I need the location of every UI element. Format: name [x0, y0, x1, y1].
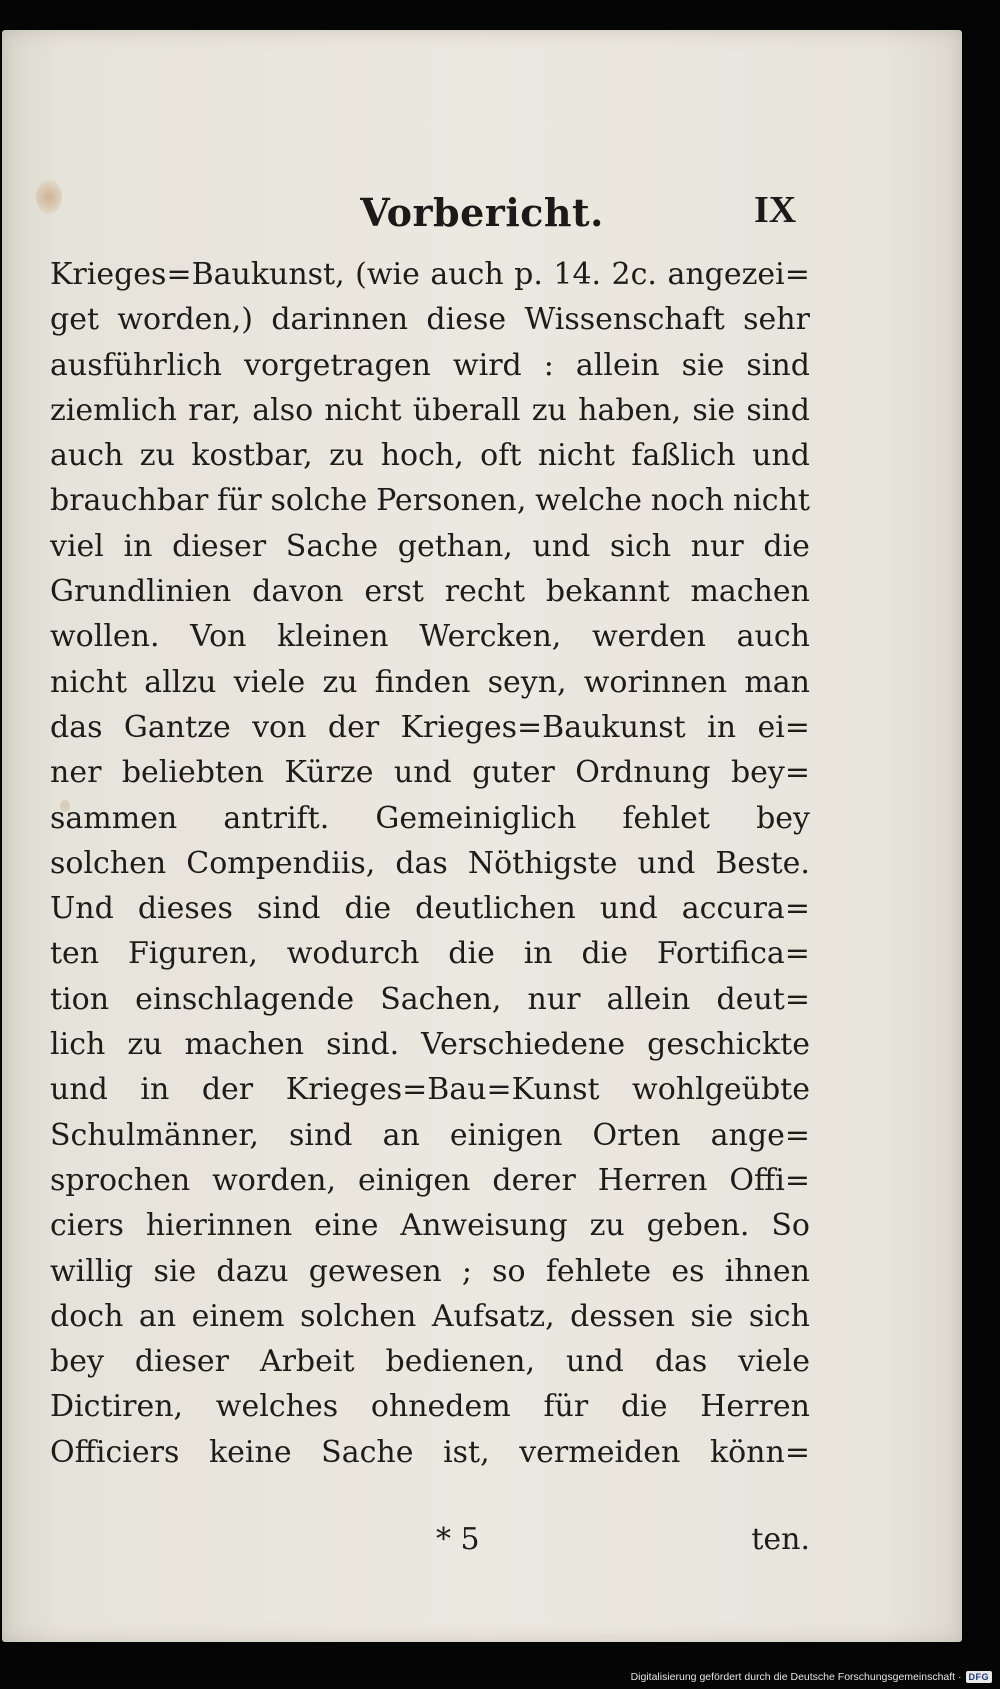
word: seyn, — [487, 664, 567, 700]
word: Personen, — [376, 483, 527, 519]
word: Krieges=Baukunst — [400, 709, 686, 745]
word: dessen — [570, 1298, 675, 1334]
word: derer — [492, 1162, 576, 1198]
word: Krieges=Bau=Kunst — [285, 1072, 600, 1108]
word: auch — [50, 438, 124, 474]
word: dieser — [172, 528, 267, 564]
word: geschickte — [647, 1027, 810, 1063]
word: solchen — [50, 845, 167, 881]
word: zu — [589, 1208, 625, 1244]
word: zu — [322, 664, 358, 700]
word: das — [395, 845, 448, 881]
word: wodurch — [286, 936, 420, 972]
text-line — [50, 1158, 810, 1203]
word: hierinnen — [145, 1208, 293, 1244]
word: nur — [527, 981, 581, 1017]
word: nicht — [50, 664, 128, 700]
word: sie — [153, 1253, 197, 1289]
word: allzu — [144, 664, 217, 700]
word: Aufsatz, — [431, 1298, 555, 1334]
word: zu — [329, 438, 365, 474]
word: Schulmänner, — [50, 1117, 259, 1153]
word: noch — [650, 483, 725, 519]
word: und — [393, 755, 452, 791]
word: p. — [514, 257, 543, 292]
word: sind — [288, 1117, 353, 1153]
word: das — [50, 709, 103, 745]
text-line — [50, 1339, 810, 1384]
word: sind — [746, 347, 810, 383]
word: allein — [606, 981, 691, 1017]
word: Orten — [592, 1117, 681, 1153]
word: antrift. — [223, 800, 330, 836]
word: Sachen, — [380, 981, 502, 1017]
word: Sache — [321, 1434, 414, 1470]
text-line — [50, 1294, 810, 1339]
word: 2c. — [611, 257, 657, 292]
word: rar, — [188, 392, 241, 428]
text-line — [50, 1203, 810, 1248]
word: wird — [452, 347, 522, 383]
word: gewesen — [308, 1253, 442, 1289]
word: recht — [444, 574, 526, 610]
word: dieser — [134, 1344, 229, 1380]
word: zu — [531, 392, 567, 428]
word: sich — [609, 528, 672, 564]
word: und — [50, 1072, 108, 1108]
text-line — [50, 569, 810, 614]
word: ten — [50, 936, 100, 972]
word: bey — [756, 800, 810, 836]
word: deutlichen — [415, 891, 576, 927]
word: Sache — [285, 528, 379, 564]
word: deut= — [716, 981, 810, 1017]
word: beliebten — [121, 755, 265, 791]
word: Ordnung — [575, 755, 711, 791]
word: viele — [738, 1344, 810, 1380]
word: es — [671, 1253, 705, 1289]
word: Fortifica= — [656, 936, 810, 972]
text-line — [50, 796, 810, 841]
word: kostbar, — [191, 438, 313, 474]
word: bey= — [730, 755, 810, 791]
word: angezei= — [667, 257, 810, 292]
word: lich — [50, 1027, 106, 1063]
word: sie — [692, 392, 736, 428]
word: Anweisung — [400, 1208, 568, 1244]
word: die — [581, 936, 629, 972]
word: Dictiren, — [50, 1389, 184, 1425]
text-line — [50, 1384, 810, 1429]
word: vermeiden — [519, 1434, 681, 1470]
word: ist, — [443, 1434, 490, 1470]
word: man — [744, 664, 810, 700]
word: fehlete — [545, 1253, 652, 1289]
word: Wercken, — [419, 619, 562, 655]
word: nicht — [732, 483, 810, 519]
word: sind — [746, 392, 810, 428]
word: accura= — [681, 891, 810, 927]
text-line — [50, 1113, 810, 1158]
word: worinnen — [583, 664, 728, 700]
word: ; — [461, 1253, 472, 1289]
word: an — [138, 1298, 177, 1334]
word: für — [543, 1389, 589, 1425]
word: sammen — [50, 800, 178, 836]
word: dieses — [137, 891, 233, 927]
word: also — [252, 392, 314, 428]
word: und — [752, 438, 810, 474]
word: Grundlinien — [50, 574, 232, 610]
word: welches — [215, 1389, 339, 1425]
word: haben, — [578, 392, 682, 428]
word: doch — [50, 1298, 124, 1334]
text-line — [50, 524, 810, 569]
word: Officiers — [50, 1434, 180, 1470]
text-line — [50, 931, 810, 976]
word: Und — [50, 891, 114, 927]
body-text — [50, 252, 810, 1475]
word: in — [707, 709, 737, 745]
text-line — [50, 1022, 810, 1067]
word: kleinen — [277, 619, 389, 655]
word: brauchbar — [50, 483, 209, 519]
word: die — [344, 891, 392, 927]
word: fehlet — [622, 800, 710, 836]
word: bedienen, — [385, 1344, 535, 1380]
word: so — [492, 1253, 526, 1289]
catchword: ten. — [751, 1522, 810, 1557]
word: sind. — [326, 1027, 400, 1063]
word: machen — [184, 1027, 305, 1063]
text-line — [50, 252, 810, 297]
word: ei= — [757, 709, 810, 745]
word: diese — [426, 302, 507, 338]
word: So — [771, 1208, 810, 1244]
digitization-credit — [631, 1671, 992, 1683]
word: nicht — [324, 392, 402, 428]
word: einigen — [449, 1117, 563, 1153]
word: Figuren, — [127, 936, 258, 972]
text-line — [50, 886, 810, 931]
word: die — [620, 1389, 668, 1425]
word: wohlgeübte — [632, 1072, 810, 1108]
word: Beste. — [715, 845, 810, 881]
word: Krieges=Baukunst, — [50, 257, 345, 292]
word: finden — [374, 664, 471, 700]
word: keine — [208, 1434, 292, 1470]
word: hoch, — [380, 438, 464, 474]
word: ohnedem — [370, 1389, 511, 1425]
word: allein — [575, 347, 660, 383]
text-line — [50, 343, 810, 388]
signature-mark: * 5 — [436, 1522, 480, 1557]
word: für — [217, 483, 262, 519]
book-page — [2, 30, 962, 1642]
word: die — [448, 936, 495, 972]
text-line — [50, 388, 810, 433]
word: in — [140, 1072, 170, 1108]
word: tion — [50, 981, 110, 1017]
word: get — [50, 302, 100, 338]
word: bey — [50, 1344, 104, 1380]
word: zu — [139, 438, 175, 474]
word: einem — [191, 1298, 285, 1334]
word: Gantze — [123, 709, 231, 745]
text-line — [50, 478, 810, 523]
word: eine — [314, 1208, 379, 1244]
word: viel — [50, 528, 104, 564]
word: Verschiedene — [421, 1027, 626, 1063]
word: Herren — [700, 1389, 810, 1425]
word: ausführlich — [50, 347, 223, 383]
word: von — [252, 709, 307, 745]
word: guter — [472, 755, 555, 791]
word: worden, — [212, 1162, 337, 1198]
word: 14. — [553, 257, 602, 292]
word: ner — [50, 755, 102, 791]
word: willig — [50, 1253, 134, 1289]
text-line — [50, 433, 810, 478]
word: in — [123, 528, 153, 564]
word: viele — [233, 664, 306, 700]
word: und — [599, 891, 658, 927]
word: das — [654, 1344, 708, 1380]
word: gethan, — [397, 528, 513, 564]
word: werden — [591, 619, 707, 655]
word: darinnen — [271, 302, 409, 338]
word: ziemlich — [50, 392, 177, 428]
word: überall — [412, 392, 521, 428]
word: davon — [252, 574, 344, 610]
text-line — [50, 705, 810, 750]
word: einigen — [357, 1162, 471, 1198]
word: erst — [364, 574, 424, 610]
word: die — [763, 528, 810, 564]
word: in — [523, 936, 553, 972]
word: nur — [690, 528, 744, 564]
text-line — [50, 1067, 810, 1112]
word: sich — [748, 1298, 810, 1334]
word: an — [382, 1117, 420, 1153]
word: geben. — [646, 1208, 750, 1244]
word: sprochen — [50, 1162, 191, 1198]
word: einschlagende — [135, 981, 355, 1017]
running-title: Vorbericht. — [360, 190, 604, 235]
page-footer — [50, 1522, 810, 1567]
text-line — [50, 750, 810, 795]
word: auch — [736, 619, 810, 655]
text-line — [50, 977, 810, 1022]
word: sind — [256, 891, 321, 927]
word: Gemeiniglich — [375, 800, 577, 836]
word: nicht — [537, 438, 615, 474]
word: oft — [480, 438, 522, 474]
word: der — [201, 1072, 254, 1108]
word: zu — [127, 1027, 163, 1063]
word: sie — [681, 347, 725, 383]
word: solchen — [300, 1298, 417, 1334]
word: (wie — [355, 257, 420, 292]
word: faßlich — [631, 438, 736, 474]
word: ange= — [710, 1117, 810, 1153]
word: und — [532, 528, 591, 564]
word: wollen. — [50, 619, 160, 655]
word: ciers — [50, 1208, 124, 1244]
word: worden,) — [117, 302, 253, 338]
text-line — [50, 1430, 810, 1475]
text-line — [50, 841, 810, 886]
word: und — [565, 1344, 624, 1380]
word: Wissenschaft — [524, 302, 725, 338]
word: machen — [690, 574, 810, 610]
word: bekannt — [545, 574, 670, 610]
word: solche — [270, 483, 368, 519]
text-line — [50, 660, 810, 705]
word: : — [543, 347, 554, 383]
word: Von — [190, 619, 247, 655]
word: dazu — [216, 1253, 289, 1289]
word: Nöthigste — [467, 845, 618, 881]
text-line — [50, 614, 810, 659]
word: und — [637, 845, 696, 881]
credit-text: Digitalisierung gefördert durch die Deutsche Forschungsgemeinschaft · — [630, 1671, 962, 1683]
word: auch — [430, 257, 504, 292]
word: sie — [690, 1298, 734, 1334]
word: Kürze — [284, 755, 374, 791]
word: Herren — [597, 1162, 708, 1198]
word: Compendiis, — [186, 845, 376, 881]
page-number: IX — [754, 189, 797, 231]
word: Offi= — [729, 1162, 810, 1198]
dfg-logo: DFG — [966, 1671, 993, 1683]
word: sehr — [743, 302, 810, 338]
text-line — [50, 1249, 810, 1294]
text-line — [50, 297, 810, 342]
word: welche — [535, 483, 642, 519]
word: der — [327, 709, 380, 745]
word: könn= — [709, 1434, 810, 1470]
word: Arbeit — [259, 1344, 355, 1380]
word: ihnen — [724, 1253, 810, 1289]
word: vorgetragen — [244, 347, 431, 383]
